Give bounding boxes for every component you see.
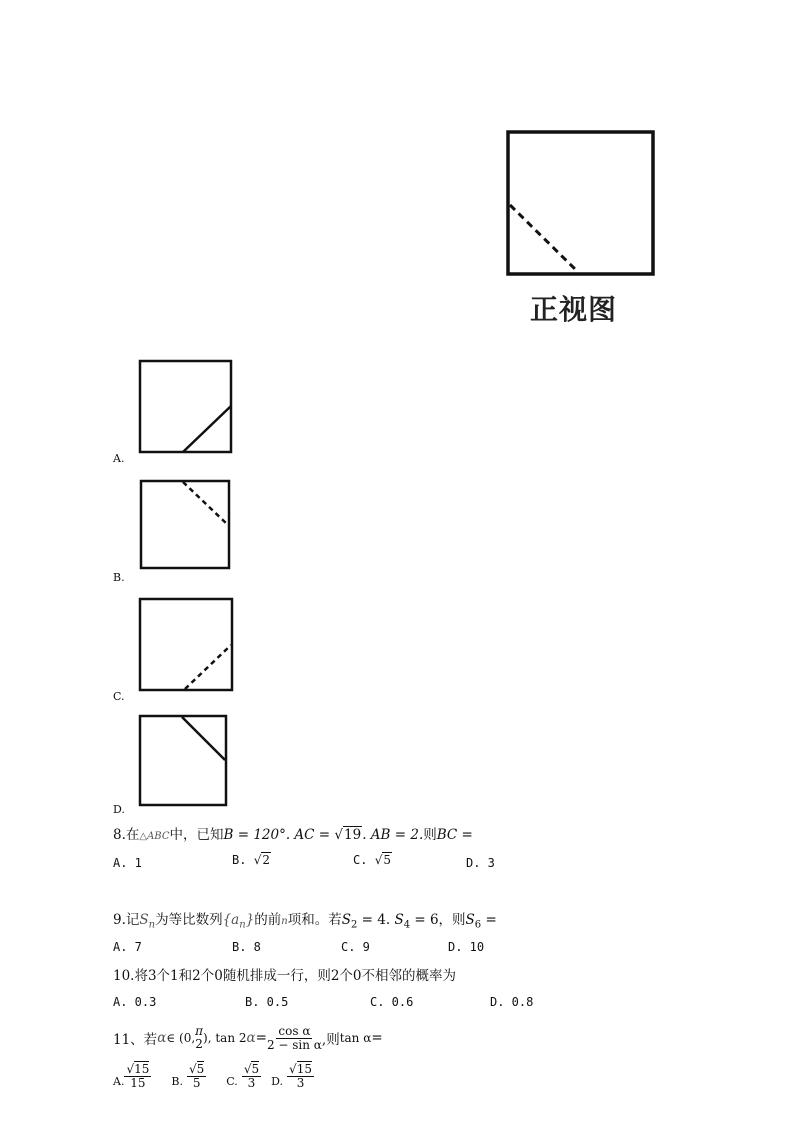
q9-c2-val: = 6 [410,912,439,928]
option-a-solid-edge [183,406,231,452]
q8-cond2: . AC = [285,827,335,843]
option-d-figure [136,712,230,808]
question-9 [113,908,497,931]
q8-sqrt-rad: 19 [344,827,362,843]
q11-answer-d-frac [287,1063,314,1090]
q11-answer-a-label: A. [113,1075,125,1088]
q11-prefix: 11、若 [113,1032,158,1048]
q8-answer-b-rad: 2 [262,853,270,867]
q9-an-sub: n [239,919,246,931]
option-c-figure [136,595,236,693]
q11-answer-c-den: 3 [247,1076,256,1090]
q9-answer-c: C. 9 [341,940,370,954]
q10-answer-c: C. 0.6 [370,995,414,1009]
front-view-square [508,132,653,274]
option-d-solid-edge [182,717,225,760]
q9-prefix: 9.记 [113,912,140,928]
q11-alpha: α [157,1030,167,1046]
q9-answer-d: D. 10 [448,940,485,954]
option-b-dashed-edge [183,482,228,525]
q11-cos-frac [267,1025,322,1052]
q8-answer-c-sqrt: √5 [374,853,391,867]
q11-answer-d-label: D. [271,1075,284,1088]
q11-answer-b-num: √5 [188,1062,205,1076]
option-a-label: A. [113,452,125,465]
q11-tan: tan α [339,1031,372,1045]
q8-cond3: . AB = 2. [362,827,424,843]
q8-answer-c [353,853,392,867]
q11-answers [113,1063,314,1090]
front-view-dashed-edge [510,205,578,272]
q11-pi-frac [195,1025,203,1051]
q8-prefix: 8.在 [113,827,140,843]
q9-t2: 的前 [254,912,282,928]
q10-answer-d: D. 0.8 [490,995,534,1009]
q10-answer-a: A. 0.3 [113,995,157,1009]
question-10: 10.将3个1和2个0随机排成一行，则2个0不相邻的概率为 [113,968,457,984]
q9-c3-val: = [481,912,497,928]
option-b-label: B. [113,571,125,584]
q11-den: 2 − sin α [266,1037,322,1052]
q11-alpha2: α [246,1030,256,1046]
q8-tail: 则 [423,827,437,843]
q11-tail2: = [371,1030,383,1046]
q9-sn-sub: n [148,919,156,931]
q8-answer-b [232,853,271,867]
q8-cond1: B = 120° [223,827,286,843]
q9-t3: 项和。若 [287,912,342,928]
q11-in: ∈ (0, [166,1031,196,1045]
q9-an-end: } [245,912,255,928]
q9-c3-sub: 6 [474,919,482,931]
q11-answer-a-num: √15 [126,1062,150,1076]
q8-answer-c-rad: 5 [383,853,391,867]
q8-triangle: △ABC [139,831,170,842]
option-a-figure [136,358,236,456]
q11-eq: = [255,1030,267,1046]
q11-answer-d-num: √15 [289,1062,312,1076]
q8-mid: 中，已知 [169,827,224,843]
q11-answer-d-den: 3 [296,1076,305,1090]
q9-c2-sub: 4 [403,919,411,931]
q11-two: 2 [195,1037,203,1051]
front-view-figure [503,127,663,282]
q8-answer-b-label: B. [232,853,254,867]
q10-answer-b: B. 0.5 [245,995,289,1009]
q8-sqrt: √19 [334,827,362,843]
q11-answer-a-den: 15 [130,1076,146,1090]
option-c-dashed-edge [185,645,231,689]
q8-answer-c-label: C. [353,853,375,867]
q11-num: cos α [278,1023,311,1038]
question-8 [113,823,473,843]
q11-answer-a-frac [124,1063,151,1090]
q11-tail: ,则 [321,1032,340,1048]
q8-ask: BC = [436,827,473,843]
q9-sn: S [139,912,149,928]
q11-answer-c-num: √5 [243,1062,260,1076]
q9-an: {a [222,912,240,928]
q9-t1: 为等比数列 [155,912,223,928]
q11-answer-b-frac [187,1063,206,1090]
q11-answer-c-frac [242,1063,261,1090]
option-b-figure [137,477,233,571]
q9-c1-val: = 4. [357,912,395,928]
q8-answer-a: A. 1 [113,856,142,870]
q11-close: ), tan 2 [203,1031,247,1045]
q9-c2: S [394,912,404,928]
option-c-label: C. [113,690,125,703]
q9-t4: ，则 [438,912,466,928]
q9-c1-sub: 2 [350,919,358,931]
q9-c1: S [341,912,351,928]
front-view-caption: 正视图 [530,293,618,326]
question-11 [113,1017,383,1059]
option-d-label: D. [113,803,125,816]
q11-answer-b-den: 5 [192,1076,201,1090]
q8-answer-b-sqrt: √2 [253,853,270,867]
q9-answer-b: B. 8 [232,940,261,954]
q8-answer-d: D. 3 [466,856,495,870]
q11-pi: π [195,1024,204,1038]
q11-answer-b-label: B. [171,1075,183,1088]
q9-n: n [281,916,288,927]
q11-answer-c-label: C. [226,1075,238,1088]
q9-c3: S [465,912,475,928]
q9-answer-a: A. 7 [113,940,142,954]
